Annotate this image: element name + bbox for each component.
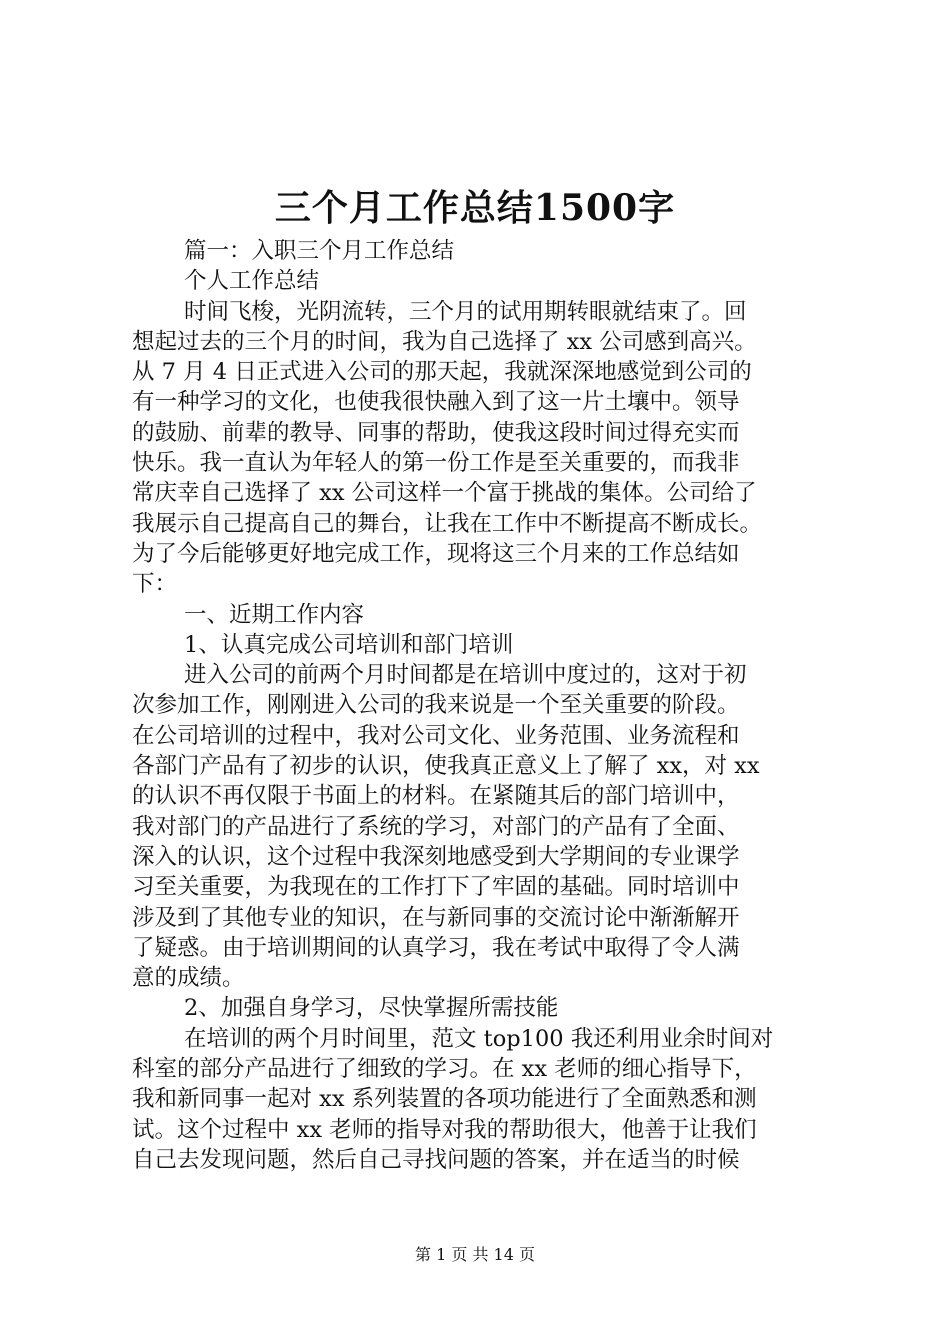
text-line: 自己去发现问题，然后自己寻找问题的答案，并在适当的时候 xyxy=(132,1146,740,1173)
text-line: 下： xyxy=(132,571,178,598)
text-line: 2、加强自身学习，尽快掌握所需技能 xyxy=(184,995,559,1022)
text-line: 在培训的两个月时间里，范文 top100 我还利用业余时间对 xyxy=(184,1025,774,1052)
text-line: 个人工作总结 xyxy=(184,268,320,295)
text-line: 我展示自己提高自己的舞台，让我在工作中不断提高不断成长。 xyxy=(132,510,763,537)
text-line: 想起过去的三个月的时间，我为自己选择了 xx 公司感到高兴。 xyxy=(132,328,757,355)
text-line: 1、认真完成公司培训和部门培训 xyxy=(184,631,514,658)
text-line: 习至关重要，为我现在的工作打下了牢固的基础。同时培训中 xyxy=(132,874,740,901)
text-line: 篇一：入职三个月工作总结 xyxy=(184,238,455,264)
text-line: 科室的部分产品进行了细致的学习。在 xx 老师的细心指导下， xyxy=(132,1056,757,1083)
text-line: 进入公司的前两个月时间都是在培训中度过的，这对于初 xyxy=(184,662,747,689)
text-line: 了疑惑。由于培训期间的认真学习，我在考试中取得了令人满 xyxy=(132,934,740,961)
page-footer: 第 1 页 共 14 页 xyxy=(415,1245,535,1264)
text-line: 我对部门的产品进行了系统的学习，对部门的产品有了全面、 xyxy=(132,813,740,840)
text-line: 我和新同事一起对 xx 系列装置的各项功能进行了全面熟悉和测 xyxy=(132,1086,757,1113)
document-title: 三个月工作总结1500字 xyxy=(274,187,676,229)
text-line: 有一种学习的文化，也使我很快融入到了这一片土壤中。领导 xyxy=(132,389,740,416)
text-line: 的认识不再仅限于书面上的材料。在紧随其后的部门培训中， xyxy=(132,783,740,810)
text-line: 在公司培训的过程中，我对公司文化、业务范围、业务流程和 xyxy=(132,722,740,749)
text-line: 次参加工作，刚刚进入公司的我来说是一个至关重要的阶段。 xyxy=(132,692,740,719)
text-line: 时间飞梭，光阴流转，三个月的试用期转眼就结束了。回 xyxy=(184,298,747,325)
text-line: 一、近期工作内容 xyxy=(184,601,365,628)
text-line: 快乐。我一直认为年轻人的第一份工作是至关重要的，而我非 xyxy=(132,450,740,477)
text-line: 为了今后能够更好地完成工作，现将这三个月来的工作总结如 xyxy=(132,540,740,567)
text-line: 的鼓励、前辈的教导、同事的帮助，使我这段时间过得充实而 xyxy=(132,419,740,446)
text-line: 常庆幸自己选择了 xx 公司这样一个富于挑战的集体。公司给了 xyxy=(132,480,757,507)
text-line: 试。这个过程中 xx 老师的指导对我的帮助很大，他善于让我们 xyxy=(132,1116,757,1143)
document-body xyxy=(132,236,832,1175)
text-line: 各部门产品有了初步的认识，使我真正意义上了解了 xx，对 xx xyxy=(132,753,760,780)
text-line: 从 7 月 4 日正式进入公司的那天起，我就深深地感觉到公司的 xyxy=(132,359,752,386)
text-line: 深入的认识，这个过程中我深刻地感受到大学期间的专业课学 xyxy=(132,843,740,870)
text-line: 涉及到了其他专业的知识，在与新同事的交流讨论中渐渐解开 xyxy=(132,904,740,931)
text-line: 意的成绩。 xyxy=(132,965,245,992)
